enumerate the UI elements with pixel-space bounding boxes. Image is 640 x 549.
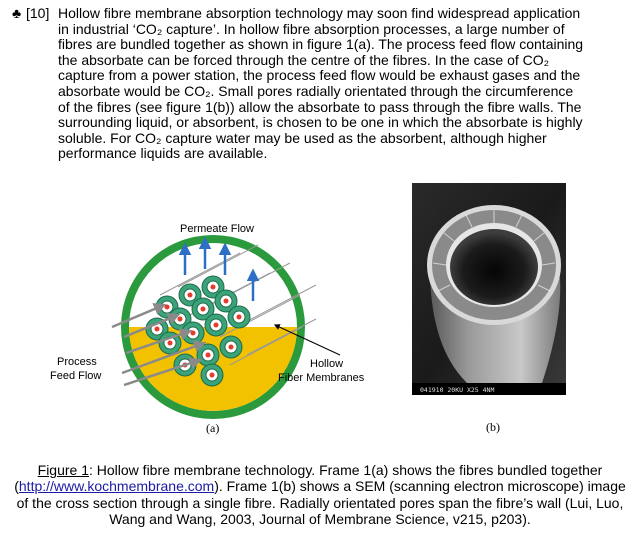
fibre (197, 344, 219, 366)
process-feed-label-line2: Feed Flow (50, 370, 102, 382)
fibre (201, 364, 223, 386)
question-line: capture from a power station, the process feed flow would be exhaust gases and the (58, 67, 581, 84)
caption-text-part2: ). Frame 1(b) shows a SEM (scanning electron microscope) image of the cross section through a single fibre. Radially orientated pores span the fibre’s wall (Lui, Luo, Wang and Wang, 2003, Journal of Membrane Science, v215, p203). (16, 478, 626, 528)
club-bullet-icon: ♣ (12, 5, 22, 21)
sem-readout: 041910 20KU X25 4NM (420, 386, 495, 394)
question-paragraph (12, 6, 624, 162)
figure-a-sublabel: (a) (206, 421, 220, 435)
question-line: fibres are bundled together as shown in figure 1(a). The process feed flow containing (58, 36, 584, 53)
figure-b-sublabel: (b) (486, 420, 500, 434)
question-line: the absorbate can be forced through the centre of the fibres. In the case of CO₂ (58, 51, 550, 68)
process-feed-label-line1: Process (57, 356, 97, 368)
question-line: soluble. For CO₂ capture water may be used as the absorbent, although higher (58, 129, 547, 146)
marks-label: [10] (26, 5, 50, 21)
question-line: Hollow fibre membrane absorption technology may soon find widespread application (58, 5, 581, 21)
caption-figure-label: Figure 1 (37, 462, 89, 478)
question-line: absorbate would be CO₂. Small pores radially orientated through the circumference (58, 82, 574, 99)
question-text (58, 6, 624, 162)
question-line: surrounding liquid, or absorbent, is chosen to be one in which the absorbate is highly (58, 114, 583, 131)
figure-a-diagram (40, 215, 400, 430)
hollow-fibre-label-line2: Fiber Membranes (278, 372, 365, 384)
question-line: in industrial ‘CO₂ capture’. In hollow fibre absorption processes, a large number of (58, 20, 565, 37)
fibre (205, 314, 227, 336)
hollow-fibre-bundle-diagram (40, 215, 400, 430)
figure-caption (14, 462, 626, 528)
fibre (220, 336, 242, 358)
caption-text-part1: : Hollow fibre membrane technology. Frame 1(a) shows the fibres bundled together ( (14, 462, 603, 495)
figure-b-sem-image (412, 183, 566, 395)
question-line: performance liquids are available. (58, 145, 268, 162)
fibre (228, 306, 250, 328)
sem-lumen (450, 229, 538, 305)
caption-url-link[interactable]: http://www.kochmembrane.com (18, 478, 215, 495)
sem-fibre-cross-section (412, 183, 566, 395)
hollow-fibre-label-line1: Hollow (310, 358, 344, 370)
question-line: of the fibres (see figure 1(b)) allow the absorbate to pass through the fibre walls. The (58, 98, 582, 115)
permeate-flow-label: Permeate Flow (180, 223, 254, 235)
